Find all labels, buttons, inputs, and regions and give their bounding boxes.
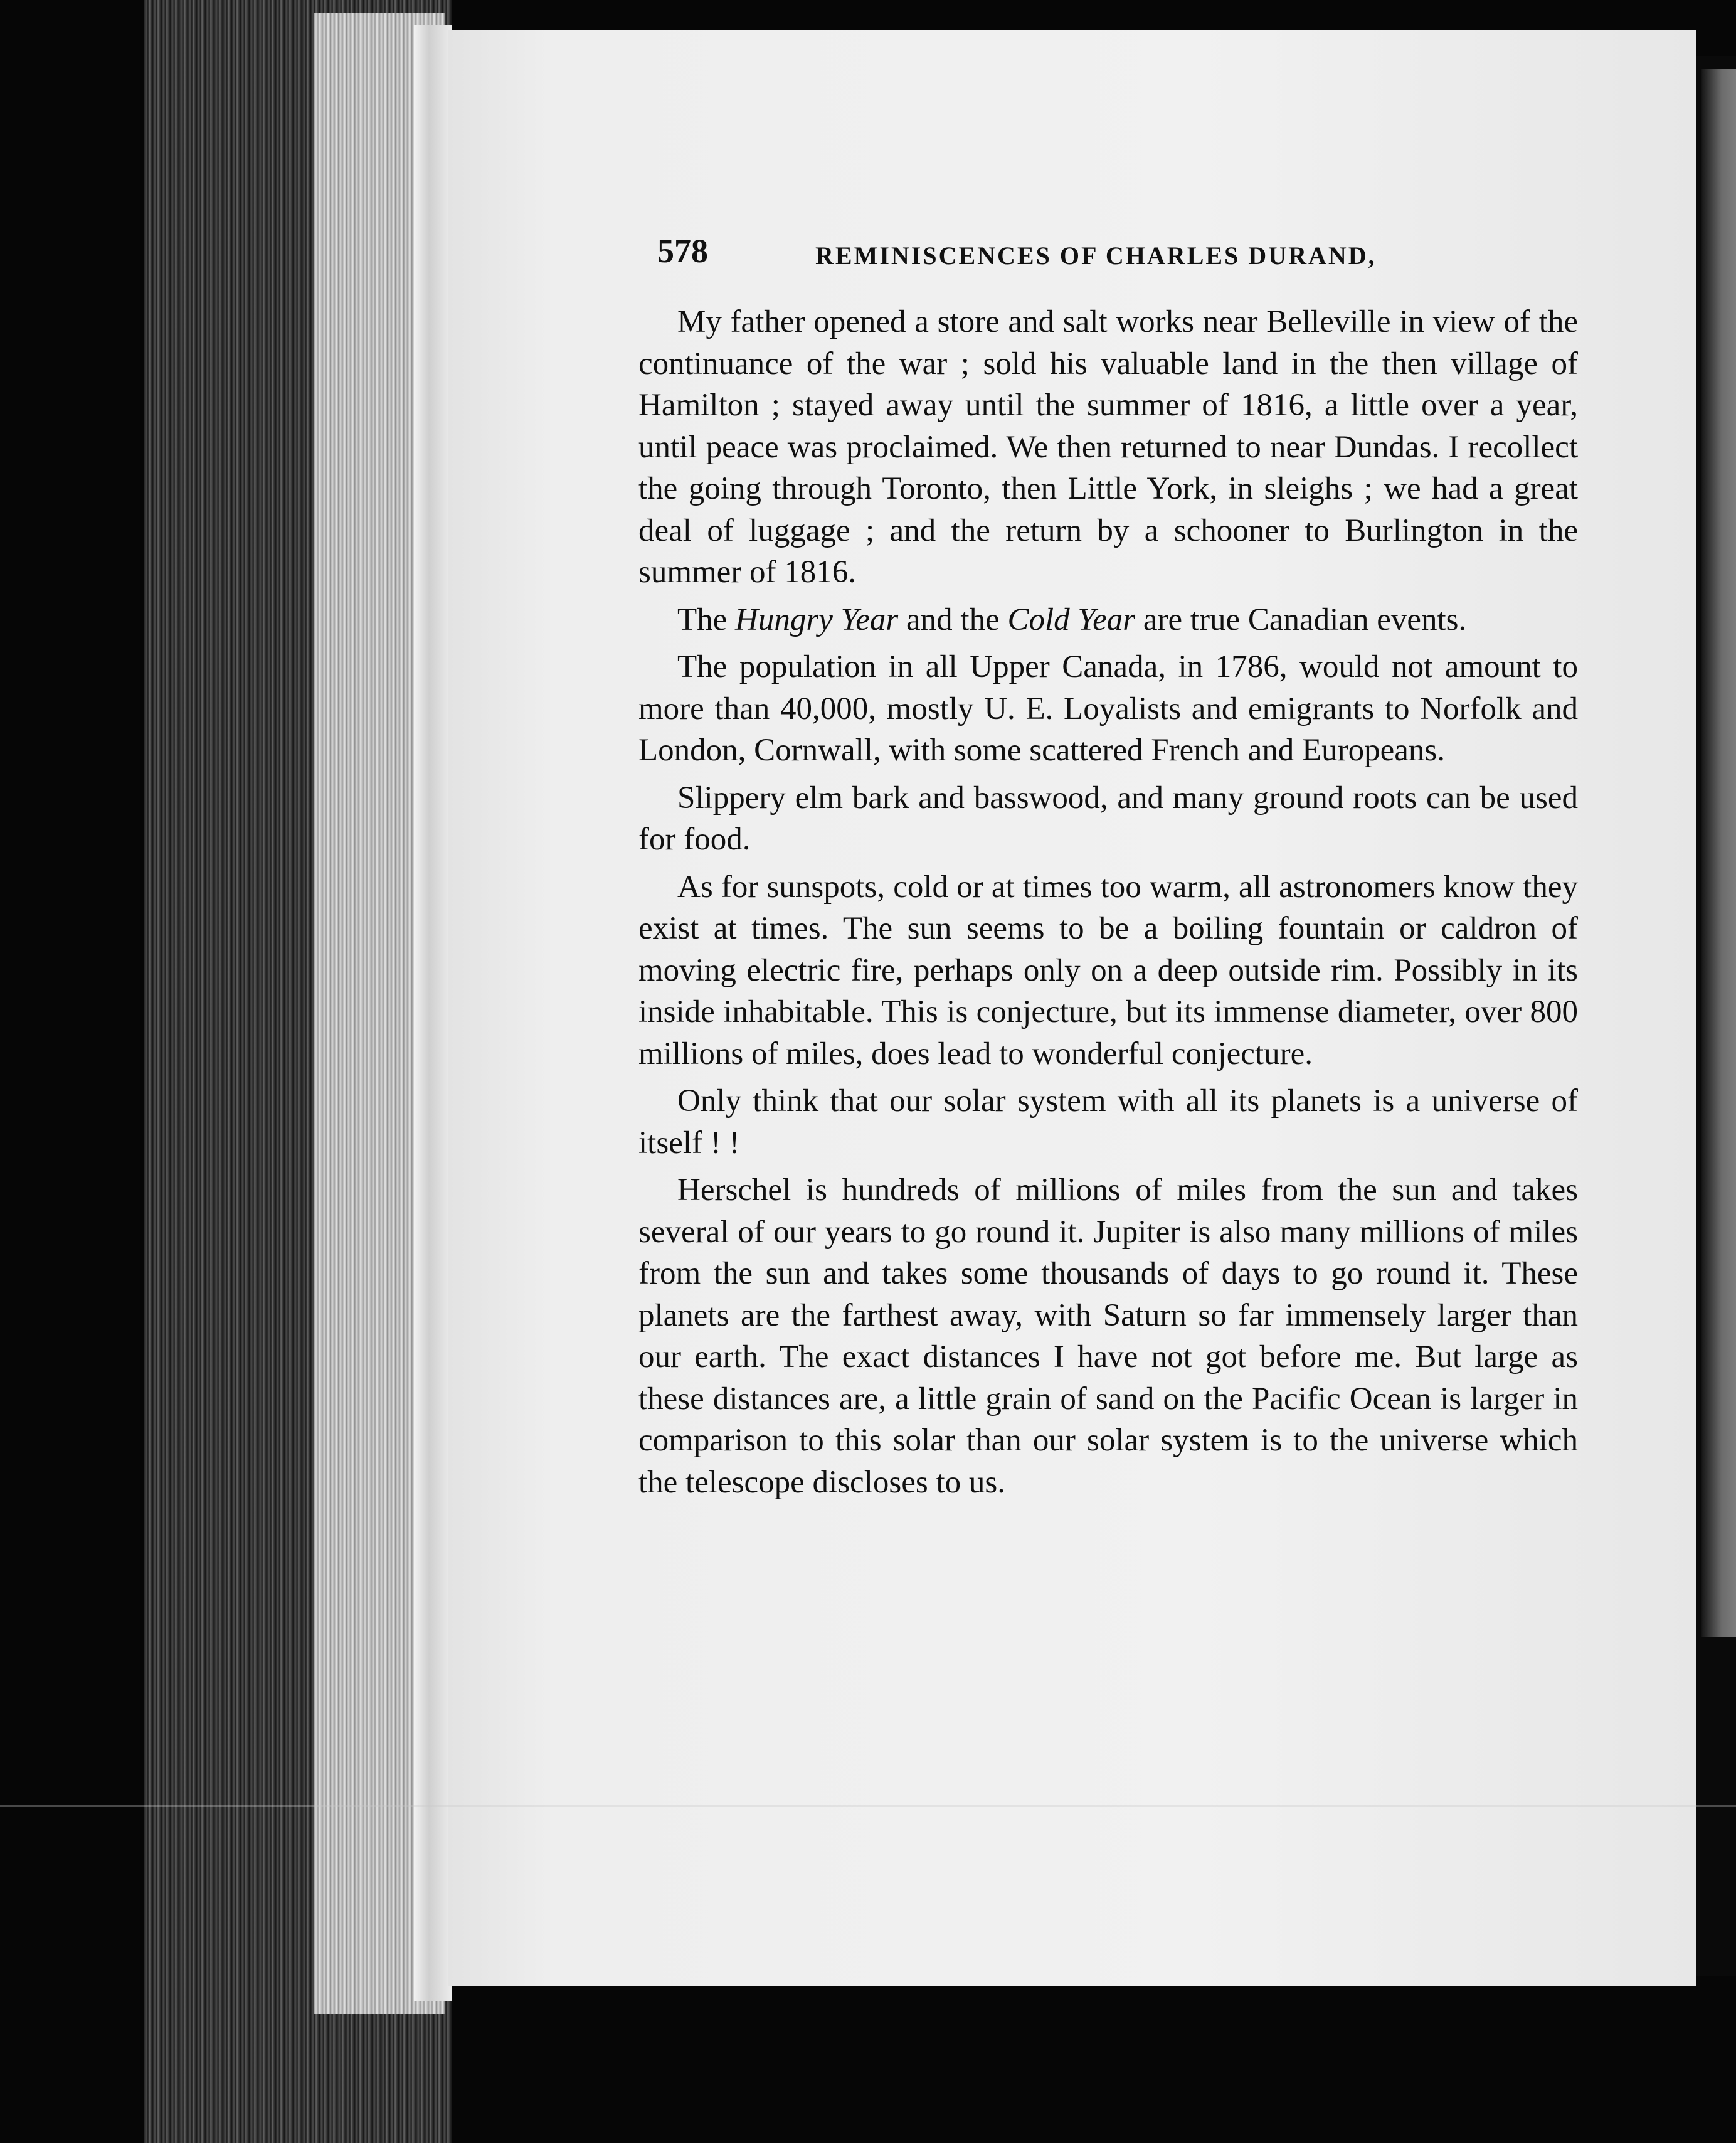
paragraph-hungry-year — [638, 599, 1578, 641]
paragraph-hungry-year-start: The — [677, 602, 736, 637]
running-head — [657, 226, 1448, 276]
page-gutter-fold — [414, 25, 452, 2001]
paragraph-herschel: Herschel is hundreds of millions of miles from the sun and takes several of our years to go round it. Jupiter is also many millions of miles from the sun and takes some thousands of days to go round it. These planets are the farthest away, with Saturn so far immensely larger than our earth. The exact distances I have not got before me. But large as these distances are, a little grain of sand on the Pacific Ocean is larger in comparison to this solar than our solar system is to the universe which the telescope discloses to us. — [638, 1173, 1578, 1500]
paragraph-hungry-year-end: are true Canadian events. — [1135, 602, 1467, 637]
paragraph-solar-system: Only think that our solar system with all its planets is a universe of itself ! ! — [638, 1083, 1578, 1161]
paragraph-hungry-year-middle: and the — [898, 602, 1008, 637]
page-number: 578 — [657, 232, 708, 270]
cold-year-title: Cold Year — [1007, 602, 1136, 637]
paragraph-slippery-elm: Slippery elm bark and basswood, and many ground roots can be used for food. — [638, 780, 1578, 857]
body-text — [638, 301, 1578, 1503]
running-head-title: REMINISCENCES OF CHARLES DURAND, — [815, 242, 1377, 270]
scan-artifact-line — [0, 1805, 1736, 1807]
facing-page-edge — [1701, 69, 1736, 1637]
paragraph-father-store: My father opened a store and salt works near Belleville in view of the continuance of the war ; sold his valuable land in the then village of Hamilton ; stayed away until the summer of 1816, a little over a year, until peace was proclaimed. We then returned to near Dundas. I recollect the going through Toronto, then Little York, in sleighs ; we had a great deal of luggage ; and the return by a schooner to Burlington in the summer of 1816. — [638, 304, 1578, 590]
hungry-year-title: Hungry Year — [735, 602, 899, 637]
paragraph-sunspots: As for sunspots, cold or at times too warm, all astronomers know they exist at times. The sun seems to be a boiling fountain or caldron of moving electric fire, perhaps only on a deep outside rim. Possibly in its inside inhabitable. This is conjecture, but its immense diameter, over 800 millions of miles, does lead to wonderful conjecture. — [638, 869, 1578, 1072]
paragraph-population: The population in all Upper Canada, in 1786, would not amount to more than 40,000, mostly U. E. Loyalists and emigrants to Norfolk and London, Cornwall, with some scattered French and Europeans. — [638, 649, 1578, 768]
